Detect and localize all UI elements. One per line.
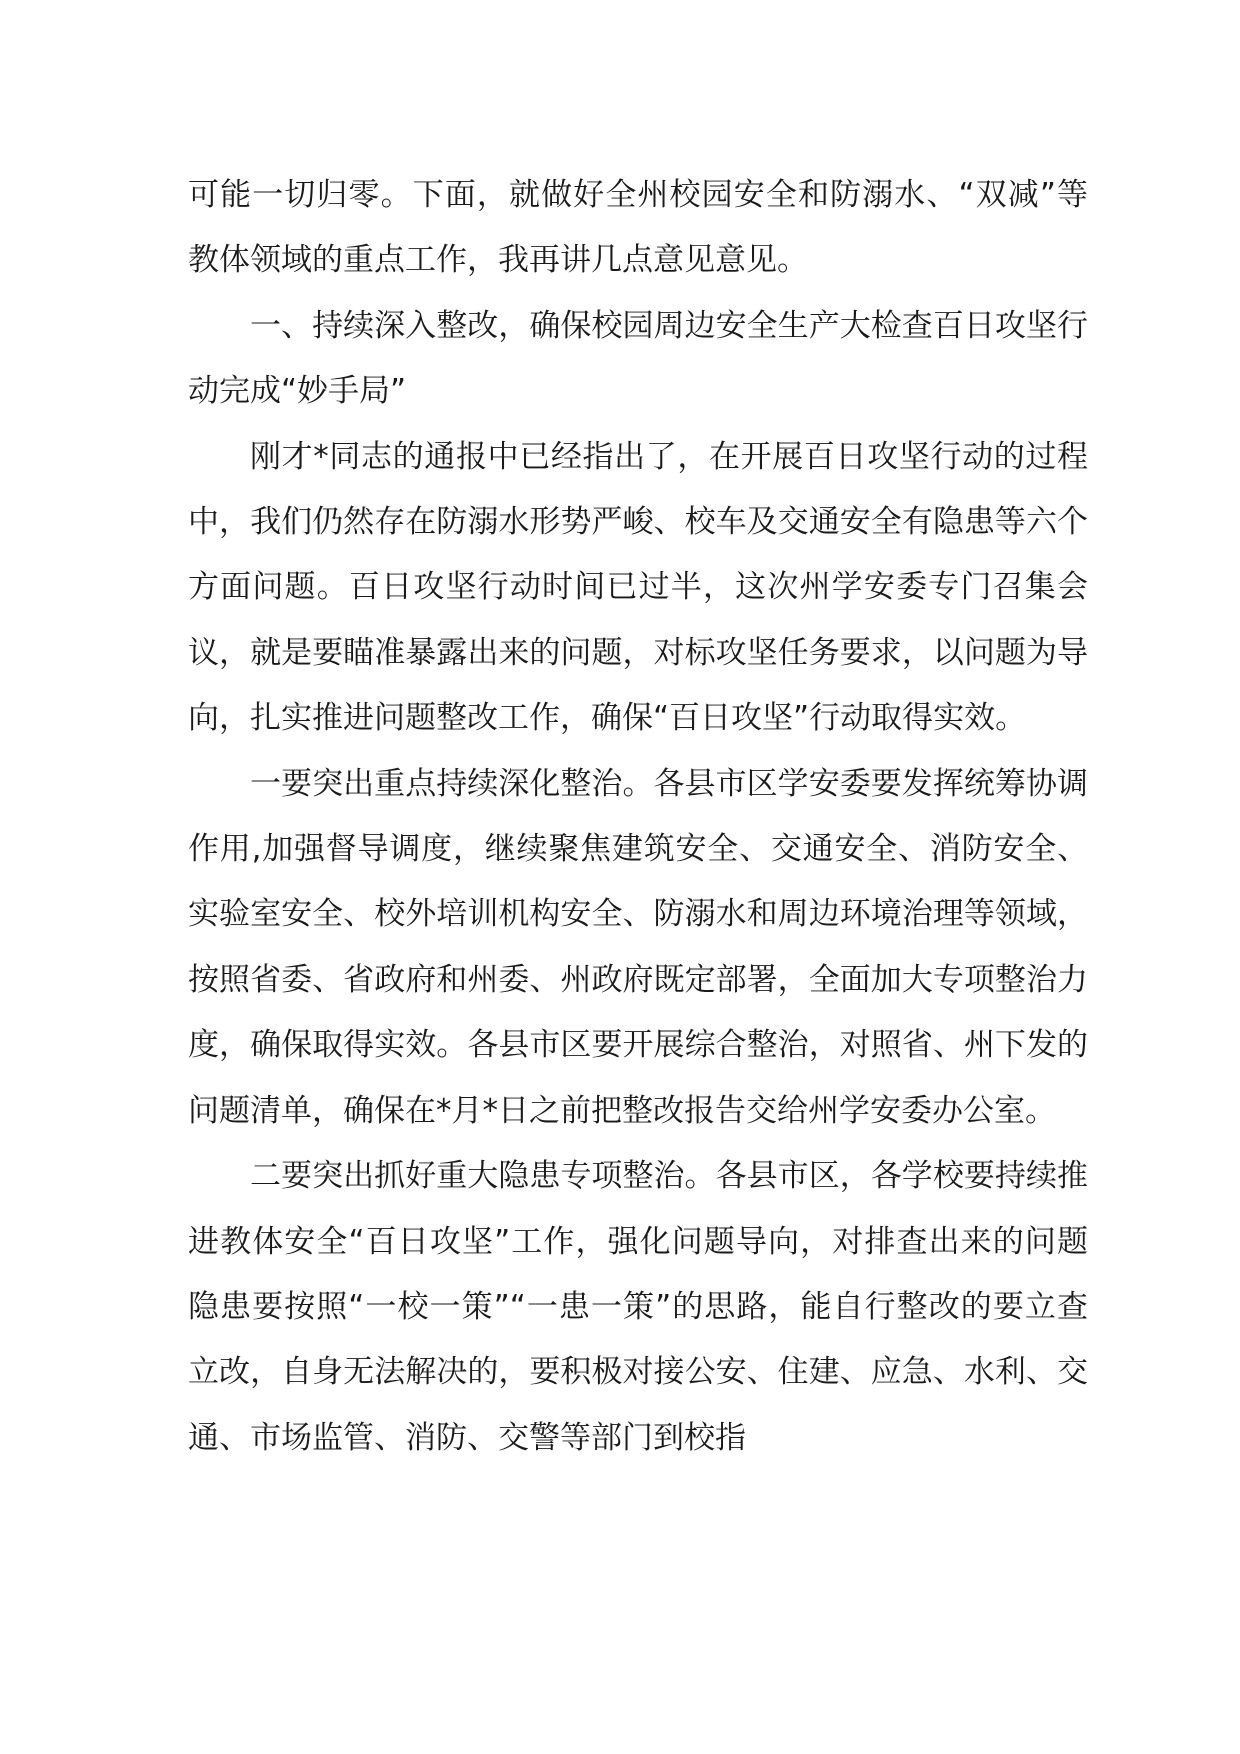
document-body xyxy=(188,163,1088,1471)
paragraph-1: 可能一切归零。下面，就做好全州校园安全和防溺水、“双减”等教体领域的重点工作，我再讲几点意见意见。 xyxy=(188,177,1088,279)
section-heading-1: 一、持续深入整改，确保校园周边安全生产大检查百日攻坚行动完成“妙手局” xyxy=(188,307,1088,410)
paragraph-4: 一要突出重点持续深化整治。各县市区学安委要发挥统筹协调作用,加强督导调度，继续聚焦建筑安全、交通安全、消防安全、实验室安全、校外培训机构安全、防溺水和周边环境治理等领域，按照省委、省政府和州委、州政府既定部署，全面加大专项整治力度，确保取得实效。各县市区要开展综合整治，对照省、州下发的问题清单，确保在*月*日之前把整改报告交给州学安委办公室。 xyxy=(188,765,1088,1129)
paragraph-3: 刚才*同志的通报中已经指出了，在开展百日攻坚行动的过程中，我们仍然存在防溺水形势严峻、校车及交通安全有隐患等六个方面问题。百日攻坚行动时间已过半，这次州学安委专门召集会议，就是要瞄准暴露出来的问题，对标攻坚任务要求，以问题为导向，扎实推进问题整改工作，确保“百日攻坚”行动取得实效。 xyxy=(188,438,1088,737)
paragraph-5: 二要突出抓好重大隐患专项整治。各县市区，各学校要持续推进教体安全“百日攻坚”工作，强化问题导向，对排查出来的问题隐患要按照“一校一策”“一患一策”的思路，能自行整改的要立查立改，自身无法解决的，要积极对接公安、住建、应急、水利、交通、市场监管、消防、交警等部门到校指 xyxy=(188,1158,1088,1456)
